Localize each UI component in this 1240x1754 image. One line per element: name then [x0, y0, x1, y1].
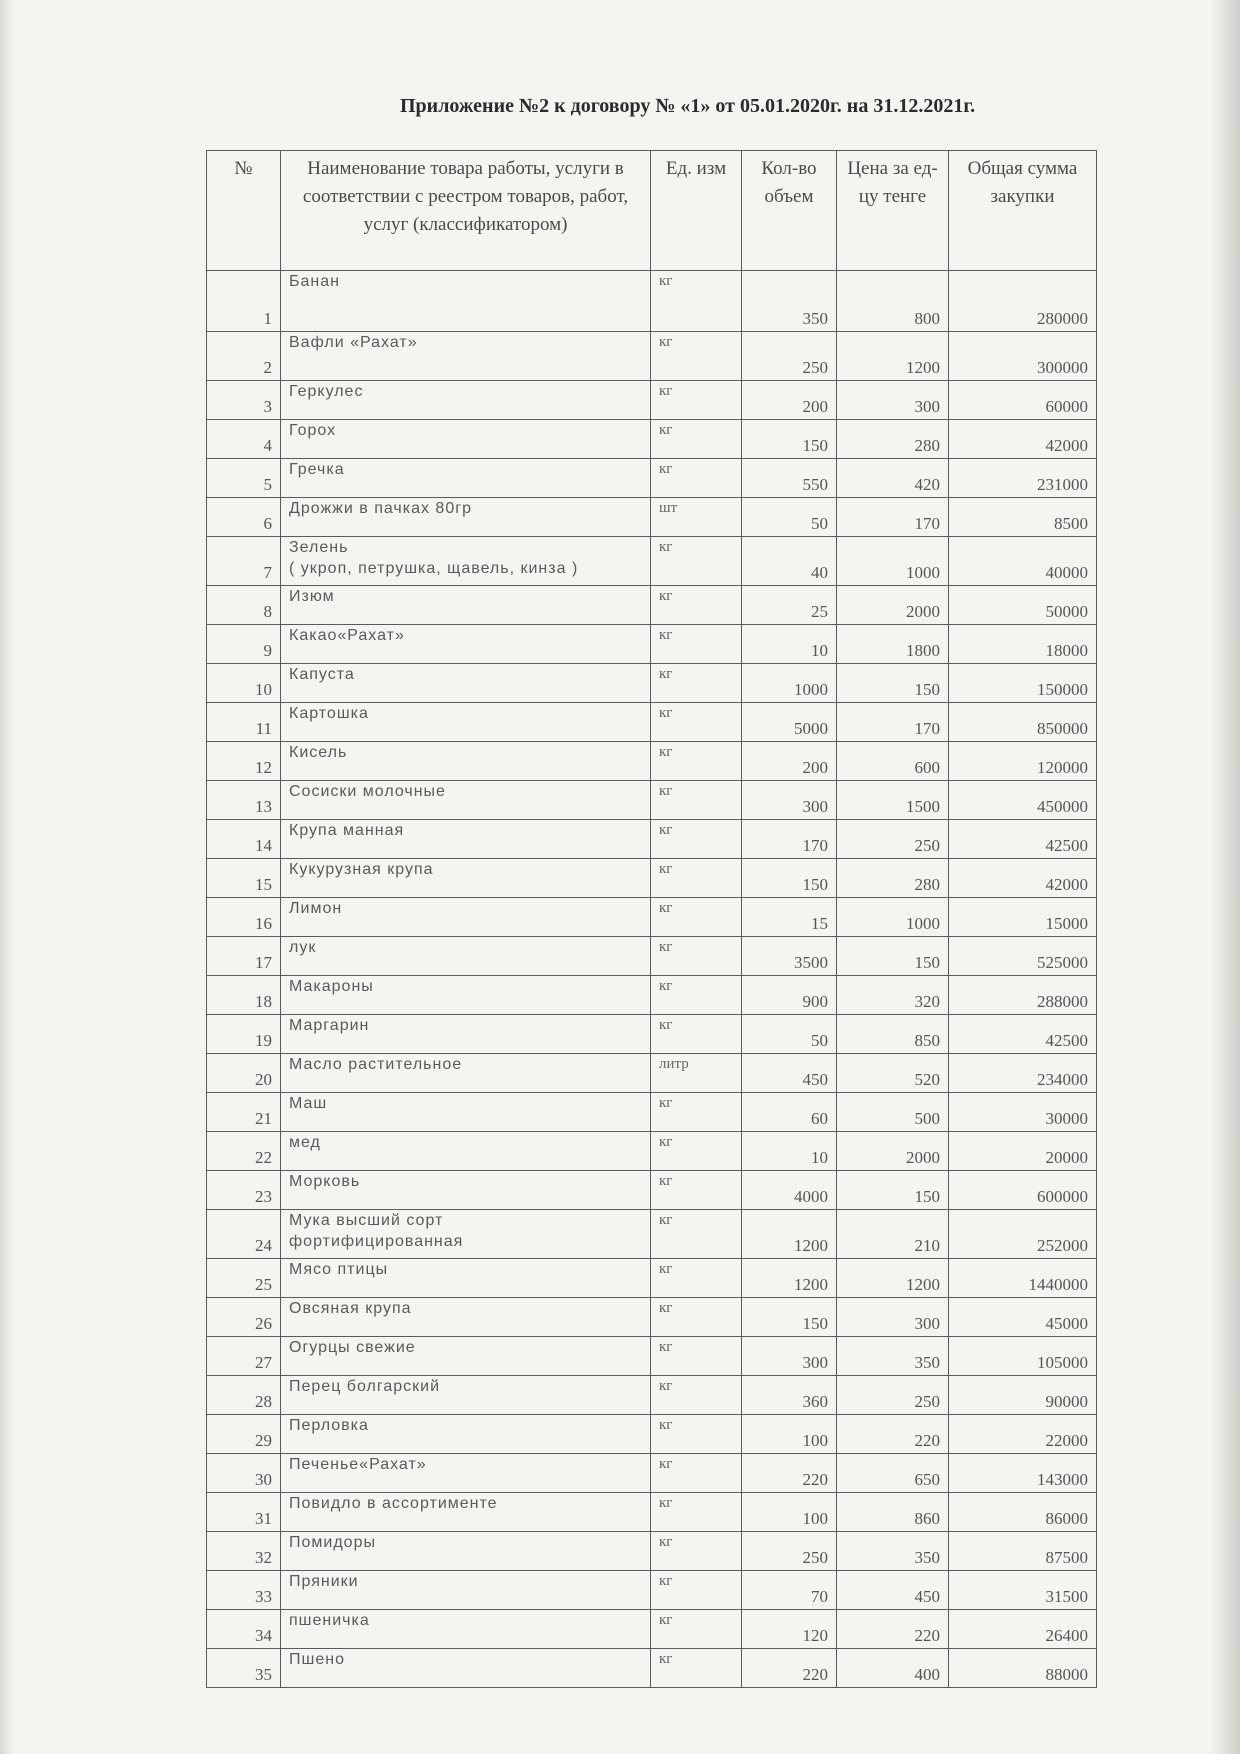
- item-total: 8500: [949, 498, 1097, 537]
- item-name: Маргарин: [281, 1015, 651, 1054]
- row-number: 4: [207, 420, 281, 459]
- item-name: Лимон: [281, 898, 651, 937]
- item-price: 800: [837, 271, 949, 332]
- item-name: Мясо птицы: [281, 1259, 651, 1298]
- item-price: 400: [837, 1649, 949, 1688]
- table-row: [207, 1093, 1097, 1132]
- item-unit: кг: [651, 1132, 742, 1171]
- item-price: 220: [837, 1610, 949, 1649]
- item-total: 87500: [949, 1532, 1097, 1571]
- item-name: Перец болгарский: [281, 1376, 651, 1415]
- item-total: 252000: [949, 1210, 1097, 1259]
- table-row: [207, 381, 1097, 420]
- item-name: мед: [281, 1132, 651, 1171]
- row-number: 35: [207, 1649, 281, 1688]
- item-price: 210: [837, 1210, 949, 1259]
- item-name: Макароны: [281, 976, 651, 1015]
- item-name: Мука высший сорт фортифицированная: [281, 1210, 651, 1259]
- row-number: 27: [207, 1337, 281, 1376]
- item-unit: кг: [651, 976, 742, 1015]
- table-row: [207, 1132, 1097, 1171]
- table-row: [207, 820, 1097, 859]
- item-quantity: 120: [742, 1610, 837, 1649]
- item-total: 300000: [949, 332, 1097, 381]
- item-total: 231000: [949, 459, 1097, 498]
- item-total: 234000: [949, 1054, 1097, 1093]
- item-total: 42000: [949, 420, 1097, 459]
- header-unit: Ед. изм: [651, 151, 742, 271]
- item-quantity: 220: [742, 1649, 837, 1688]
- item-name: Банан: [281, 271, 651, 332]
- row-number: 29: [207, 1415, 281, 1454]
- item-price: 350: [837, 1532, 949, 1571]
- item-price: 300: [837, 1298, 949, 1337]
- item-price: 1500: [837, 781, 949, 820]
- item-quantity: 200: [742, 381, 837, 420]
- item-quantity: 100: [742, 1415, 837, 1454]
- row-number: 7: [207, 537, 281, 586]
- item-price: 280: [837, 420, 949, 459]
- item-total: 1440000: [949, 1259, 1097, 1298]
- item-quantity: 300: [742, 1337, 837, 1376]
- row-number: 17: [207, 937, 281, 976]
- item-quantity: 4000: [742, 1171, 837, 1210]
- table-row: [207, 1649, 1097, 1688]
- item-name: пшеничка: [281, 1610, 651, 1649]
- item-quantity: 300: [742, 781, 837, 820]
- item-total: 150000: [949, 664, 1097, 703]
- item-unit: кг: [651, 381, 742, 420]
- header-no: №: [207, 151, 281, 271]
- table-row: [207, 537, 1097, 586]
- item-unit: кг: [651, 1376, 742, 1415]
- table-row: [207, 1171, 1097, 1210]
- item-price: 850: [837, 1015, 949, 1054]
- item-total: 22000: [949, 1415, 1097, 1454]
- table-row: [207, 1210, 1097, 1259]
- item-price: 520: [837, 1054, 949, 1093]
- row-number: 2: [207, 332, 281, 381]
- item-total: 42500: [949, 1015, 1097, 1054]
- item-price: 250: [837, 820, 949, 859]
- item-total: 20000: [949, 1132, 1097, 1171]
- item-total: 280000: [949, 271, 1097, 332]
- table-row: [207, 1337, 1097, 1376]
- item-unit: кг: [651, 703, 742, 742]
- item-name: Огурцы свежие: [281, 1337, 651, 1376]
- row-number: 32: [207, 1532, 281, 1571]
- item-unit: кг: [651, 586, 742, 625]
- item-name: Геркулес: [281, 381, 651, 420]
- item-unit: кг: [651, 1210, 742, 1259]
- row-number: 11: [207, 703, 281, 742]
- item-name: Печенье«Рахат»: [281, 1454, 651, 1493]
- scan-shadow-left: [0, 0, 14, 1754]
- item-quantity: 170: [742, 820, 837, 859]
- item-unit: кг: [651, 820, 742, 859]
- header-price: Цена за ед-цу тенге: [837, 151, 949, 271]
- item-unit: кг: [651, 859, 742, 898]
- item-name: Повидло в ассортименте: [281, 1493, 651, 1532]
- item-name: Горох: [281, 420, 651, 459]
- item-quantity: 25: [742, 586, 837, 625]
- item-total: 40000: [949, 537, 1097, 586]
- item-name: Какао«Рахат»: [281, 625, 651, 664]
- item-unit: кг: [651, 781, 742, 820]
- item-name: Капуста: [281, 664, 651, 703]
- item-total: 31500: [949, 1571, 1097, 1610]
- item-total: 42500: [949, 820, 1097, 859]
- item-name: Изюм: [281, 586, 651, 625]
- item-name: Крупа манная: [281, 820, 651, 859]
- item-price: 350: [837, 1337, 949, 1376]
- table-row: [207, 498, 1097, 537]
- item-unit: кг: [651, 271, 742, 332]
- item-unit: кг: [651, 1454, 742, 1493]
- item-price: 2000: [837, 586, 949, 625]
- scan-shadow-right: [1210, 0, 1240, 1754]
- table-row: [207, 664, 1097, 703]
- row-number: 18: [207, 976, 281, 1015]
- item-price: 150: [837, 1171, 949, 1210]
- item-quantity: 60: [742, 1093, 837, 1132]
- item-name: Маш: [281, 1093, 651, 1132]
- item-price: 220: [837, 1415, 949, 1454]
- header-total: Общая сумма закупки: [949, 151, 1097, 271]
- row-number: 31: [207, 1493, 281, 1532]
- item-quantity: 250: [742, 1532, 837, 1571]
- item-unit: кг: [651, 1610, 742, 1649]
- item-price: 1800: [837, 625, 949, 664]
- item-price: 170: [837, 703, 949, 742]
- item-unit: кг: [651, 625, 742, 664]
- item-price: 420: [837, 459, 949, 498]
- item-quantity: 150: [742, 1298, 837, 1337]
- purchase-table: [206, 150, 1097, 1688]
- row-number: 25: [207, 1259, 281, 1298]
- table-row: [207, 1054, 1097, 1093]
- table-row: [207, 1493, 1097, 1532]
- table-row: [207, 1259, 1097, 1298]
- item-price: 320: [837, 976, 949, 1015]
- item-total: 26400: [949, 1610, 1097, 1649]
- item-name: Пшено: [281, 1649, 651, 1688]
- item-quantity: 150: [742, 859, 837, 898]
- row-number: 12: [207, 742, 281, 781]
- item-name: Кисель: [281, 742, 651, 781]
- item-name: Картошка: [281, 703, 651, 742]
- item-price: 450: [837, 1571, 949, 1610]
- item-price: 150: [837, 664, 949, 703]
- item-quantity: 200: [742, 742, 837, 781]
- item-quantity: 15: [742, 898, 837, 937]
- item-unit: кг: [651, 1015, 742, 1054]
- item-name: Овсяная крупа: [281, 1298, 651, 1337]
- item-total: 450000: [949, 781, 1097, 820]
- row-number: 8: [207, 586, 281, 625]
- table-header-row: [207, 151, 1097, 271]
- item-price: 150: [837, 937, 949, 976]
- item-price: 1200: [837, 332, 949, 381]
- item-quantity: 250: [742, 332, 837, 381]
- row-number: 21: [207, 1093, 281, 1132]
- row-number: 1: [207, 271, 281, 332]
- table-row: [207, 898, 1097, 937]
- table-row: [207, 1015, 1097, 1054]
- item-unit: кг: [651, 937, 742, 976]
- item-name: лук: [281, 937, 651, 976]
- item-unit: кг: [651, 1571, 742, 1610]
- item-name: Масло растительное: [281, 1054, 651, 1093]
- row-number: 15: [207, 859, 281, 898]
- row-number: 28: [207, 1376, 281, 1415]
- item-quantity: 1000: [742, 664, 837, 703]
- row-number: 9: [207, 625, 281, 664]
- item-quantity: 100: [742, 1493, 837, 1532]
- table-row: [207, 332, 1097, 381]
- item-quantity: 70: [742, 1571, 837, 1610]
- item-total: 525000: [949, 937, 1097, 976]
- table-row: [207, 703, 1097, 742]
- document-title: Приложение №2 к договору № «1» от 05.01.2020г. на 31.12.2021г.: [400, 95, 976, 117]
- item-unit: кг: [651, 459, 742, 498]
- table-row: [207, 625, 1097, 664]
- row-number: 34: [207, 1610, 281, 1649]
- item-total: 42000: [949, 859, 1097, 898]
- item-quantity: 1200: [742, 1259, 837, 1298]
- item-quantity: 360: [742, 1376, 837, 1415]
- table-row: [207, 459, 1097, 498]
- item-price: 500: [837, 1093, 949, 1132]
- item-quantity: 1200: [742, 1210, 837, 1259]
- item-name: Кукурузная крупа: [281, 859, 651, 898]
- item-price: 1000: [837, 537, 949, 586]
- table-row: [207, 1610, 1097, 1649]
- item-name: Пряники: [281, 1571, 651, 1610]
- item-unit: кг: [651, 1171, 742, 1210]
- item-price: 650: [837, 1454, 949, 1493]
- row-number: 14: [207, 820, 281, 859]
- item-name: Помидоры: [281, 1532, 651, 1571]
- item-total: 850000: [949, 703, 1097, 742]
- item-price: 170: [837, 498, 949, 537]
- item-name: Перловка: [281, 1415, 651, 1454]
- item-total: 88000: [949, 1649, 1097, 1688]
- item-total: 15000: [949, 898, 1097, 937]
- item-quantity: 900: [742, 976, 837, 1015]
- table-row: [207, 859, 1097, 898]
- item-price: 1000: [837, 898, 949, 937]
- item-quantity: 50: [742, 498, 837, 537]
- item-quantity: 450: [742, 1054, 837, 1093]
- item-name: Вафли «Рахат»: [281, 332, 651, 381]
- item-quantity: 10: [742, 1132, 837, 1171]
- table-row: [207, 271, 1097, 332]
- item-name: Морковь: [281, 1171, 651, 1210]
- item-name: Зелень ( укроп, петрушка, щавель, кинза ): [281, 537, 651, 586]
- row-number: 10: [207, 664, 281, 703]
- item-total: 50000: [949, 586, 1097, 625]
- row-number: 16: [207, 898, 281, 937]
- item-total: 45000: [949, 1298, 1097, 1337]
- row-number: 6: [207, 498, 281, 537]
- item-unit: кг: [651, 664, 742, 703]
- table-row: [207, 781, 1097, 820]
- item-total: 18000: [949, 625, 1097, 664]
- table-row: [207, 1376, 1097, 1415]
- item-unit: кг: [651, 332, 742, 381]
- item-unit: кг: [651, 742, 742, 781]
- item-price: 280: [837, 859, 949, 898]
- item-unit: литр: [651, 1054, 742, 1093]
- row-number: 3: [207, 381, 281, 420]
- item-total: 60000: [949, 381, 1097, 420]
- row-number: 5: [207, 459, 281, 498]
- row-number: 19: [207, 1015, 281, 1054]
- item-unit: шт: [651, 498, 742, 537]
- item-name: Сосиски молочные: [281, 781, 651, 820]
- row-number: 30: [207, 1454, 281, 1493]
- item-quantity: 220: [742, 1454, 837, 1493]
- table-row: [207, 420, 1097, 459]
- item-total: 120000: [949, 742, 1097, 781]
- row-number: 20: [207, 1054, 281, 1093]
- item-price: 600: [837, 742, 949, 781]
- table-row: [207, 976, 1097, 1015]
- row-number: 24: [207, 1210, 281, 1259]
- item-unit: кг: [651, 1415, 742, 1454]
- item-price: 860: [837, 1493, 949, 1532]
- item-price: 1200: [837, 1259, 949, 1298]
- item-price: 250: [837, 1376, 949, 1415]
- item-quantity: 550: [742, 459, 837, 498]
- table-row: [207, 1571, 1097, 1610]
- item-unit: кг: [651, 1259, 742, 1298]
- item-total: 600000: [949, 1171, 1097, 1210]
- item-quantity: 40: [742, 537, 837, 586]
- item-total: 86000: [949, 1493, 1097, 1532]
- item-quantity: 50: [742, 1015, 837, 1054]
- row-number: 13: [207, 781, 281, 820]
- header-name: Наименование товара работы, услуги в соответствии с реестром товаров, работ, услуг (классификатором): [281, 151, 651, 271]
- table-row: [207, 1532, 1097, 1571]
- table-row: [207, 1454, 1097, 1493]
- item-total: 288000: [949, 976, 1097, 1015]
- item-quantity: 3500: [742, 937, 837, 976]
- table-row: [207, 1415, 1097, 1454]
- row-number: 23: [207, 1171, 281, 1210]
- row-number: 33: [207, 1571, 281, 1610]
- table-row: [207, 586, 1097, 625]
- item-total: 30000: [949, 1093, 1097, 1132]
- item-total: 143000: [949, 1454, 1097, 1493]
- item-total: 90000: [949, 1376, 1097, 1415]
- table-row: [207, 742, 1097, 781]
- item-unit: кг: [651, 537, 742, 586]
- item-unit: кг: [651, 898, 742, 937]
- row-number: 26: [207, 1298, 281, 1337]
- item-quantity: 5000: [742, 703, 837, 742]
- item-total: 105000: [949, 1337, 1097, 1376]
- item-unit: кг: [651, 420, 742, 459]
- item-unit: кг: [651, 1337, 742, 1376]
- item-price: 300: [837, 381, 949, 420]
- item-price: 2000: [837, 1132, 949, 1171]
- table-row: [207, 937, 1097, 976]
- item-unit: кг: [651, 1493, 742, 1532]
- item-unit: кг: [651, 1093, 742, 1132]
- item-unit: кг: [651, 1532, 742, 1571]
- item-unit: кг: [651, 1298, 742, 1337]
- table-row: [207, 1298, 1097, 1337]
- item-name: Гречка: [281, 459, 651, 498]
- item-unit: кг: [651, 1649, 742, 1688]
- item-quantity: 10: [742, 625, 837, 664]
- item-quantity: 350: [742, 271, 837, 332]
- header-qty: Кол-во объем: [742, 151, 837, 271]
- item-quantity: 150: [742, 420, 837, 459]
- item-name: Дрожжи в пачках 80гр: [281, 498, 651, 537]
- row-number: 22: [207, 1132, 281, 1171]
